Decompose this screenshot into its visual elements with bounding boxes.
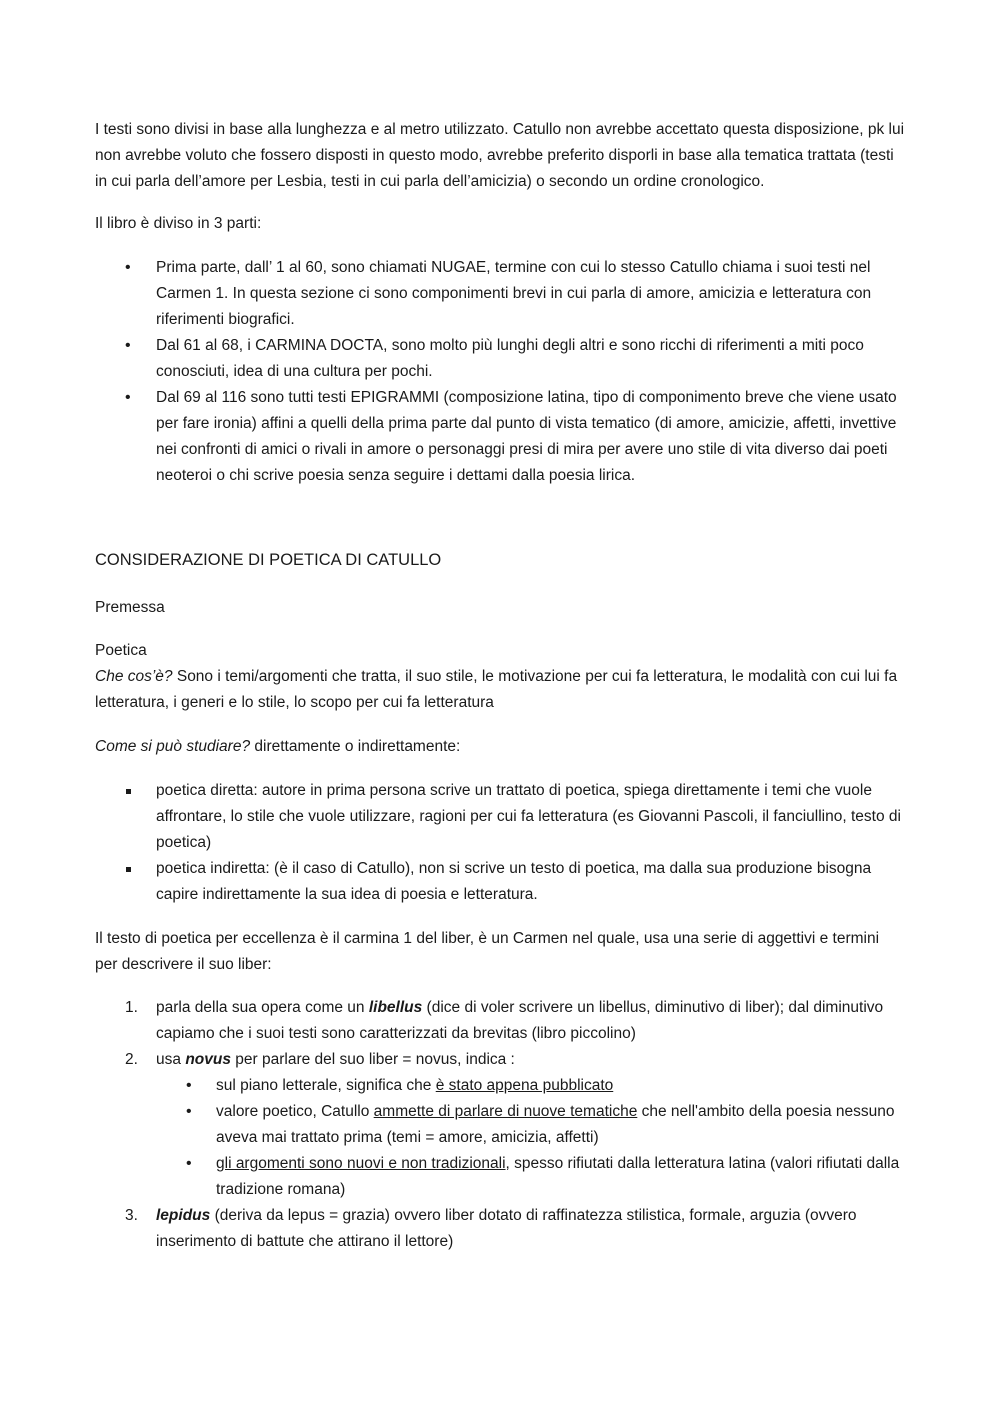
item-text: per parlare del suo liber = novus, indica : bbox=[230, 1051, 515, 1068]
underlined-text: gli argomenti sono nuovi e non tradizionali bbox=[216, 1155, 506, 1172]
sub-list-item bbox=[156, 1151, 905, 1203]
item-number: 1. bbox=[125, 999, 138, 1016]
sub-list-item bbox=[156, 1099, 905, 1151]
book-parts-intro: Il libro è diviso in 3 parti: bbox=[95, 215, 262, 232]
answer-text: Sono i temi/argomenti che tratta, il suo stile, le motivazione per cui fa letteratura, le modalità con cui lui fa letteratura, i generi e lo stile, lo scopo per cui fa letteratura bbox=[95, 668, 898, 711]
question-text: Come si può studiare? bbox=[95, 738, 251, 755]
item-text: usa bbox=[156, 1051, 186, 1068]
list-item bbox=[95, 1047, 905, 1203]
study-methods-list bbox=[95, 778, 905, 908]
premessa-heading: Premessa bbox=[95, 599, 165, 616]
poetica-definition bbox=[95, 664, 905, 716]
list-item: • Prima parte, dall’ 1 al 60, sono chiamati NUGAE, termine con cui lo stesso Catullo chiama i suoi testi nel Carmen 1. In questa sezione ci sono componimenti brevi in cui parla di amore, amicizia e letteratura con riferimenti biografici. bbox=[95, 255, 905, 333]
poetica-block bbox=[95, 638, 905, 716]
intro-paragraph: I testi sono divisi in base alla lunghezza e al metro utilizzato. Catullo non avrebbe accettato questa disposizione, pk lui non avrebbe voluto che fossero disposti in questo modo, avrebbe preferito disporli in base alla tematica trattata (testi in cui parla dell’amore per Lesbia, testi in cui parla dell’amicizia) o secondo un ordine cronologico. bbox=[95, 121, 905, 190]
list-item: poetica diretta: autore in prima persona scrive un trattato di poetica, spiega direttamente i temi che vuole affrontare, lo stile che vuole utilizzare, ragioni per cui fa letteratura (es Giovanni Pascoli, il fanciullino, testo di poetica) bbox=[95, 778, 905, 856]
question-text: Che cos’è? bbox=[95, 668, 173, 685]
sub-item-text: valore poetico, Catullo bbox=[216, 1103, 374, 1120]
sub-item-text: che nell'ambito della poesia nessuno aveva mai trattato prima (temi = amore, amicizia, affetti) bbox=[216, 1103, 895, 1146]
sub-item-text: , spesso rifiutati dalla letteratura latina (valori rifiutati dalla tradizione romana) bbox=[216, 1155, 900, 1198]
item-text: (dice di voler scrivere un libellus, diminutivo di liber); dal diminutivo capiamo che i suoi testi sono caratterizzati da brevitas (libro piccolino) bbox=[156, 999, 884, 1042]
key-term: libellus bbox=[368, 999, 423, 1016]
underlined-text: ammette di parlare di nuove tematiche bbox=[373, 1103, 638, 1120]
item-number: 3. bbox=[125, 1207, 138, 1224]
novus-sublist bbox=[156, 1073, 905, 1203]
carmina-intro: Il testo di poetica per eccellenza è il carmina 1 del liber, è un Carmen nel quale, usa una serie di aggettivi e termini per descrivere il suo liber: bbox=[95, 930, 880, 973]
key-term: lepidus bbox=[156, 1207, 211, 1224]
sub-list-item bbox=[156, 1073, 905, 1099]
list-item bbox=[95, 1203, 905, 1255]
section-title: CONSIDERAZIONE DI POETICA DI CATULLO bbox=[95, 551, 442, 569]
key-term: novus bbox=[185, 1051, 231, 1068]
sub-item-text: sul piano letterale, significa che bbox=[216, 1077, 436, 1094]
list-item: • Dal 61 al 68, i CARMINA DOCTA, sono molto più lunghi degli altri e sono ricchi di riferimenti a miti poco conosciuti, idea di una cultura per pochi. bbox=[95, 333, 905, 385]
item-number: 2. bbox=[125, 1051, 138, 1068]
answer-text: direttamente o indirettamente: bbox=[250, 738, 461, 755]
item-text: (deriva da lepus = grazia) ovvero liber dotato di raffinatezza stilistica, formale, arguzia (ovvero inserimento di battute che attirano il lettore) bbox=[156, 1207, 857, 1250]
item-text: parla della sua opera come un bbox=[156, 999, 369, 1016]
list-item bbox=[95, 995, 905, 1047]
list-item: poetica indiretta: (è il caso di Catullo), non si scrive un testo di poetica, ma dalla sua produzione bisogna capire indirettamente la sua idea di poesia e letteratura. bbox=[95, 856, 905, 908]
poetica-heading: Poetica bbox=[95, 642, 147, 659]
study-question bbox=[95, 734, 905, 760]
underlined-text: è stato appena pubblicato bbox=[435, 1077, 614, 1094]
book-parts-list bbox=[95, 255, 905, 489]
adjectives-list bbox=[95, 995, 905, 1255]
list-item: • Dal 69 al 116 sono tutti testi EPIGRAMMI (composizione latina, tipo di componimento breve che viene usato per fare ironia) affini a quelli della prima parte dal punto di vista tematico (di amore, amicizie, affetti, invettive nei confronti di amici o rivali in amore o personaggi presi di mira per avere uno stile di vita diverso dai poeti neoteroi o chi scrive poesia senza seguire i dettami dalla poesia lirica. bbox=[95, 385, 905, 489]
